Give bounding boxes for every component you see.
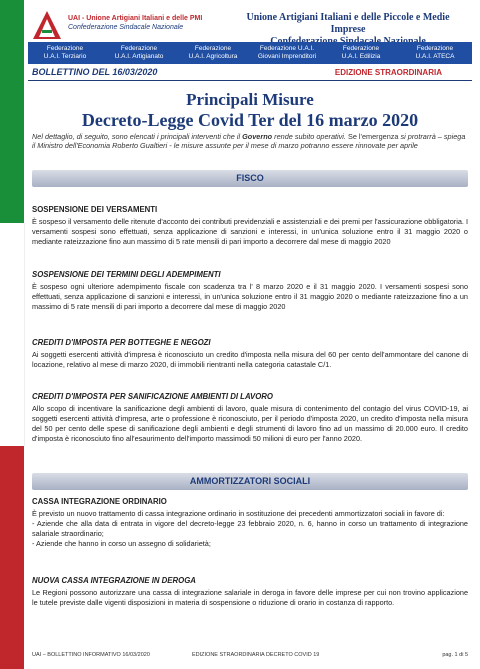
section-text: Ai soggetti esercenti attività d'impresa è riconosciuto un credito d'imposta nella misura del 60 per cento dell'ammontare del canone di locazione, relativo al mese di marzo 2020, di immobili rientranti nella categoria catastale C/1.	[32, 350, 468, 369]
brand-subtitle: Confederazione Sindacale Nazionale	[68, 24, 184, 31]
section-heading: CREDITI D'IMPOSTA PER SANIFICAZIONE AMBIENTI DI LAVORO	[32, 392, 273, 401]
edition-label: EDIZIONE STRAORDINARIA	[334, 68, 442, 77]
section-sospensione-versamenti	[32, 205, 468, 247]
section-header-ammortizzatori: AMMORTIZZATORI SOCIALI	[32, 473, 468, 490]
section-cassa-ordinario	[32, 497, 468, 549]
federation-item: Federazione U.A.I. Terziario	[43, 45, 87, 60]
section-heading: NUOVA CASSA INTEGRAZIONE IN DEROGA	[32, 576, 196, 585]
federation-item: Federazione U.A.I. Artigianato	[114, 45, 164, 60]
bulletin-date: BOLLETTINO DEL 16/03/2020	[32, 67, 158, 77]
page-title: Principali Misure	[186, 90, 314, 109]
section-text: Allo scopo di incentivare la sanificazione degli ambienti di lavoro, quale misura di contenimento del contagio del virus COVID-19, ai soggetti esercenti attività d'impresa, arte o professione è riconosciuto, per il periodo d'imposta 2020, un credito d'imposta nella misura del 50 per cento delle spese di sanificazione degli ambienti e degli strumenti di lavoro fino ad un massimo di 20.000 euro. Il credito d'imposta è riconosciuto fino all'esaurimento dell'importo massimodi 50 milioni di euro per l'anno 2020.	[32, 404, 468, 443]
section-text: È sospeso il versamento delle ritenute d'acconto dei contributi previdenziali e assistenziali e dei premi per l'assicurazione obbligatoria. I versamenti sospesi sono effettuati, senza applicazione di sanzioni e interessi, in un'unica soluzione entro il 31 maggio 2020 o mediante rateizzazione fino aun massimo di 5 rate mensili di pari importo a decorrere dal mese di maggio 2020	[32, 217, 468, 246]
federation-item: Federazione U.A.I. ATECA	[415, 45, 455, 60]
list-item: - Aziende che alla data di entrata in vigore del decreto-legge 23 febbraio 2020, n. 6, hanno in corso un trattamento di integrazione salariale straordinario;	[32, 519, 468, 538]
section-heading: SOSPENSIONE DEI TERMINI DEGLI ADEMPIMENTI	[32, 270, 221, 279]
flag-ribbon	[0, 0, 24, 669]
brand	[68, 14, 202, 32]
federation-item: Federazione U.A.I. Giovani Imprenditori	[257, 45, 317, 60]
page-number: pag. 1 di 5	[442, 652, 468, 658]
footer-left: UAI – BOLLETTINO INFORMATIVO 16/03/2020	[32, 652, 150, 658]
divider	[28, 80, 472, 81]
section-text: Le Regioni possono autorizzare una cassa di integrazione salariale in deroga in favore delle imprese per cui non trovino applicazione le tutele previste dalle vigenti disposizioni in materia di sospensione o riduzione di orario in costanza di rapporto.	[32, 588, 468, 607]
section-crediti-botteghe	[32, 338, 468, 370]
letterhead	[28, 6, 472, 42]
section-text: È previsto un nuovo trattamento di cassa integrazione ordinario in sostituzione dei precedenti ammortizzatori sociali in favore di:	[32, 509, 445, 518]
intro-paragraph: Nel dettaglio, di seguito, sono elencati i principali interventi che il Governo rende subito operativi. Se l'emergenza si protrarrà – spiega il Ministro dell'Economia Roberto Gualtieri - le misure assunte per il mese di marzo potranno essere rinnovate per aprile	[32, 132, 466, 150]
federation-item: Federazione U.A.I. Edilizia	[341, 45, 381, 60]
org-line-1: Unione Artigiani Italiani e delle Piccole e Medie Imprese	[246, 12, 450, 35]
uai-logo	[32, 10, 62, 40]
brand-name: UAI - Unione Artigiani Italiani e delle PMI	[68, 15, 203, 22]
federations-bar	[28, 42, 472, 64]
federation-item: Federazione U.A.I. Agricoltura	[188, 45, 238, 60]
page-subtitle: Decreto-Legge Covid Ter del 16 marzo 2020	[81, 110, 419, 130]
list-item: - Aziende che hanno in corso un assegno di solidarietà;	[32, 539, 211, 548]
section-header-fisco: FISCO	[32, 170, 468, 187]
section-heading: CREDITI D'IMPOSTA PER BOTTEGHE E NEGOZI	[32, 338, 211, 347]
section-cassa-deroga	[32, 576, 468, 608]
section-crediti-sanificazione	[32, 392, 468, 444]
section-heading: CASSA INTEGRAZIONE ORDINARIO	[32, 497, 167, 506]
footer-center: EDIZIONE STRAORDINARIA DECRETO COVID 19	[192, 652, 320, 658]
section-heading: SOSPENSIONE DEI VERSAMENTI	[32, 205, 158, 214]
section-text: È sospeso ogni ulteriore adempimento fiscale con scadenza tra l' 8 marzo 2020 e il 31 maggio 2020. I versamenti sospesi sono effettuati, senza applicazione di sanzioni e interessi, in un'unica soluzione entro il 31 maggio 2020 o mediante rateizzazione fino a un massimo di 5 rate mensili di pari importo a decorrere dal mese di maggio 2020	[32, 282, 468, 311]
section-sospensione-termini	[32, 270, 468, 312]
